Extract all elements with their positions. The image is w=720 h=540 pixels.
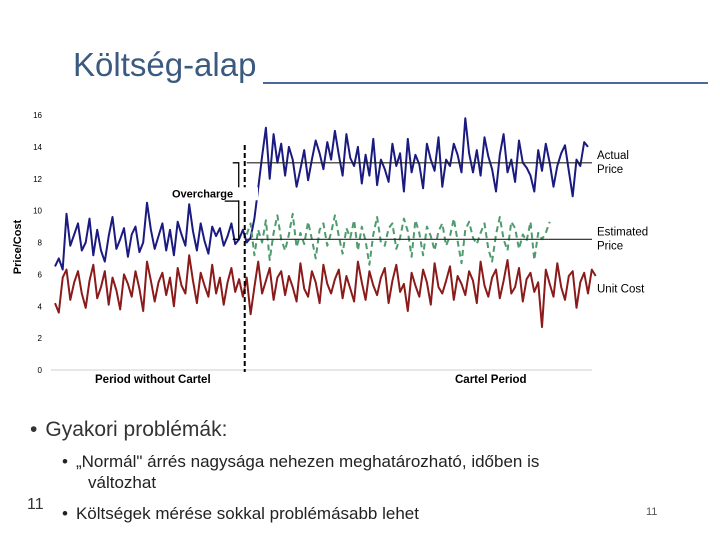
sub-bullet-1-text: „Normál" árrés nagysága nehezen meghatározható, időben is xyxy=(75,452,540,471)
bullet-icon: • xyxy=(30,418,38,441)
cartel-period-label: Cartel Period xyxy=(455,374,527,386)
sub-bullet-1-continuation: változhat xyxy=(88,473,157,492)
slide-title: Költség-alap xyxy=(73,46,257,83)
y-tick-label: 8 xyxy=(37,238,42,248)
overcharge-label: Overcharge xyxy=(172,188,234,201)
main-bullet-text: Gyakori problémák: xyxy=(45,418,228,441)
slide-number-right: 11 xyxy=(646,506,658,518)
sub-bullet-2-text: Költségek mérése sokkal problémásabb lehet xyxy=(75,504,419,523)
y-tick-label: 2 xyxy=(37,334,42,344)
legend-label: Unit Cost xyxy=(597,283,645,296)
y-axis-label: Price/Cost xyxy=(12,219,24,275)
main-bullet xyxy=(30,418,227,442)
sub-bullet-2 xyxy=(62,503,419,525)
y-tick-label: 16 xyxy=(33,111,42,120)
period-without-cartel-label: Period without Cartel xyxy=(95,374,211,386)
y-tick-label: 0 xyxy=(37,366,42,375)
y-tick-label: 4 xyxy=(37,302,42,312)
bullet-icon: • xyxy=(62,504,68,523)
y-tick-label: 12 xyxy=(33,174,42,184)
title-underline xyxy=(263,82,708,84)
series-line-unit-cost xyxy=(55,255,596,327)
price-cost-chart xyxy=(0,100,700,390)
y-tick-label: 10 xyxy=(33,206,42,216)
y-tick-label: 6 xyxy=(37,270,42,280)
legend-label: Actual Price xyxy=(597,149,629,176)
bullet-icon: • xyxy=(62,452,68,471)
sub-bullet-1 xyxy=(62,451,539,473)
slide-number-left: 11 xyxy=(27,496,44,513)
y-tick-label: 14 xyxy=(33,142,42,152)
legend-label: Estimated Price xyxy=(597,226,649,253)
